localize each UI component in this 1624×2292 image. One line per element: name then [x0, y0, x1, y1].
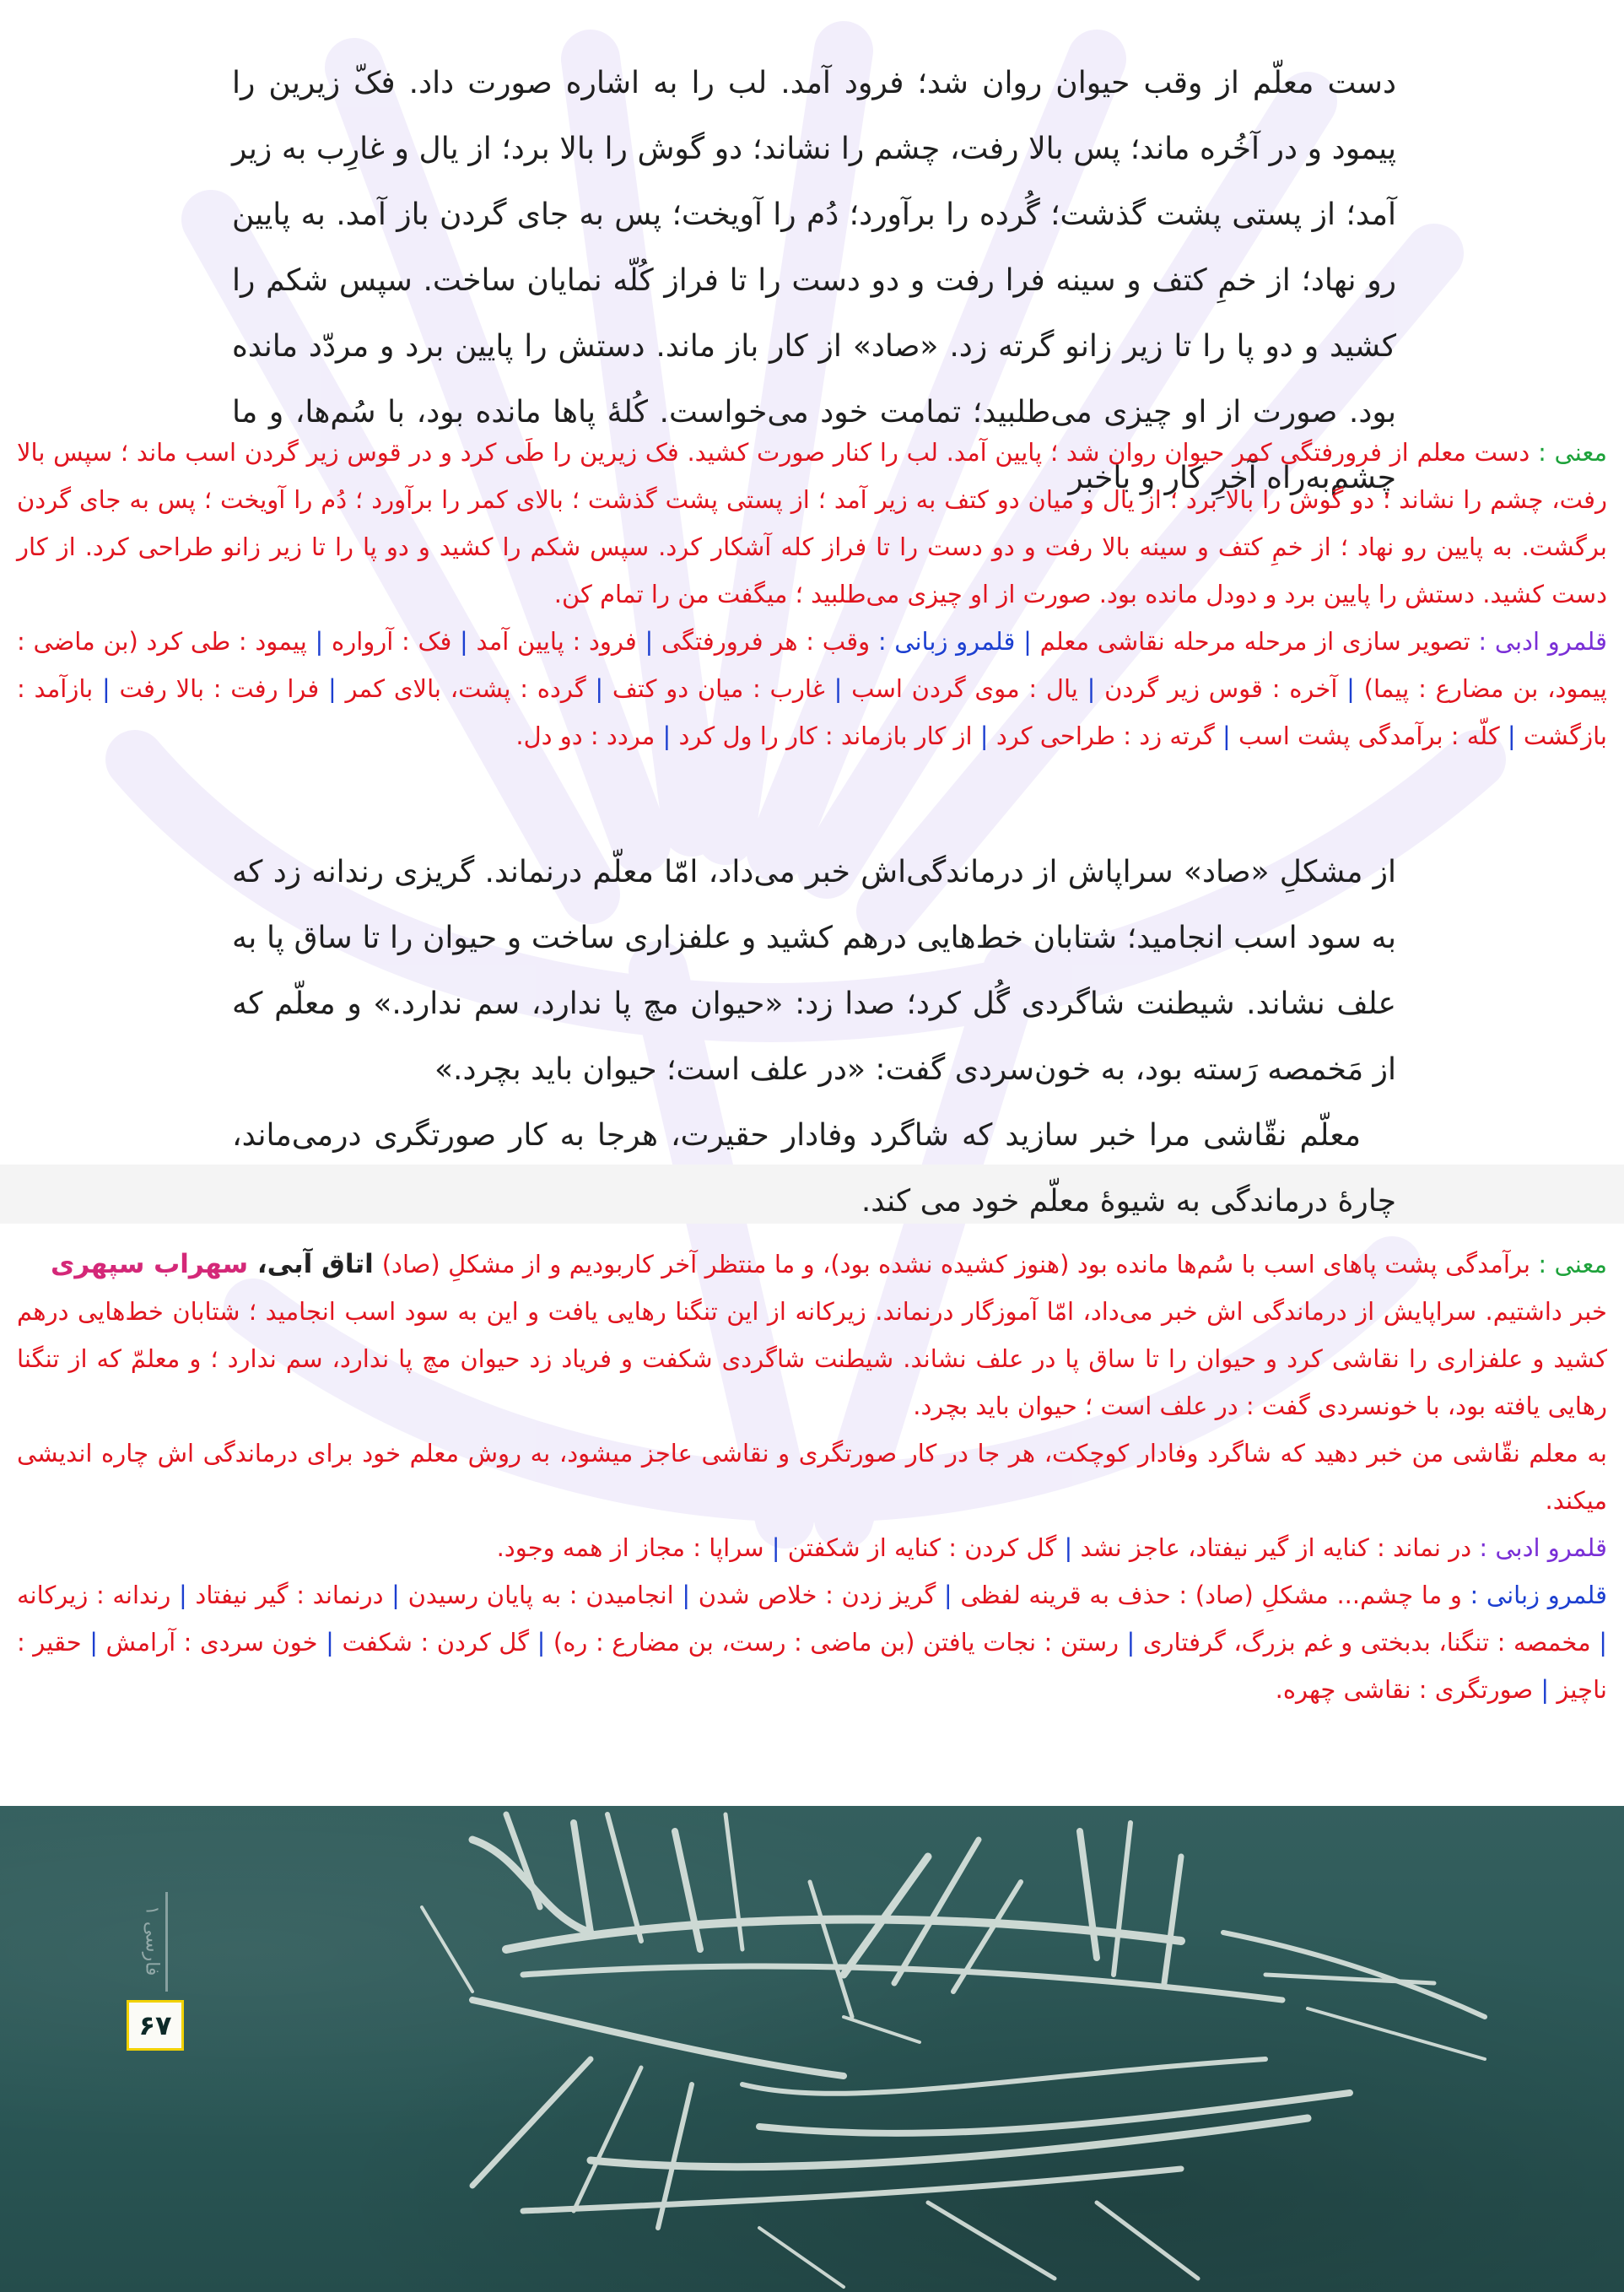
- main-paragraph-3: معلّم نقّاشی مرا خبر سازید که شاگرد وفادار حقیرت، هرجا به کار صورتگری درمی‌ماند، چارهٔ درماندگی به شیوهٔ معلّم خود می کند.: [232, 1118, 1396, 1219]
- separator: |: [317, 1628, 343, 1657]
- literary-lang-line: قلمرو ادبی : تصویر سازی از مرحله مرحله نقاشی معلم | قلمرو زبانی : وقب : هر فرورفتگی | فرود : پایین آمد | فک : آرواره | پیمود : طی کرد (بن ماضی : پیمود، بن مضارع : پیما) | آخره : قوس زیر گردن | یال : موی گردن اسب | غارب : میان دو کتف | گرده : پشت، بالای کمر | فرا رفت : بالا رفت | بازآمد : بازگشت | کلّه : برآمدگی پشت اسب | گرته زد : طراحی کرد | از کار بازماند : کار را ول کرد | مردد : دو دل.: [17, 627, 1607, 750]
- lang-line: [17, 1571, 1607, 1713]
- page-number: ۶۷: [127, 2000, 184, 2051]
- main-text-part-2: [232, 840, 1396, 1235]
- literary-line: [17, 1524, 1607, 1571]
- glossary-item: در نماند : کنایه از گیر نیفتاد، عاجز نشد: [1080, 1533, 1472, 1562]
- glossary-item: گریز زدن : خلاص شدن: [698, 1581, 936, 1609]
- meaning-text: برآمدگی پشت پاهای اسب با سُم‌ها مانده بود (هنوز کشیده نشده بود)، و ما منتظر آخر کاربودیم و از مشکلِ (صاد) خبر داشتیم. سراپایش از درماندگی اش خبر می‌داد، امّا آموزگار درنماند. زیرکانه از این تنگنا رهایی یافت و این به سود اسب انجامید ؛ شتابان خط‌هایی درهم کشید و علفزاری را نقاشی کرد و حیوان را تا ساق پا در علف نشاند. شیطنت شاگردی شکفت و فریاد زد حیوان مچ پا ندارد، سم ندارد ؛ و معلمّ که از تنگنا رهایی یافته بود، با خونسردی گفت : در علف است ؛ حیوان باید بچرد.: [17, 1250, 1607, 1420]
- book-label: فارسی ۱: [141, 1905, 163, 1976]
- separator: |: [636, 627, 661, 656]
- glossary-item: پیمود : طی کرد (بن ماضی : پیمود، بن مضارع : پیما): [17, 627, 1607, 703]
- glossary-item: فرود : پایین آمد: [476, 627, 637, 656]
- glossary-item: کلّه : برآمدگی پشت اسب: [1238, 722, 1500, 750]
- glossary-item: از کار بازماند : کار را ول کرد: [678, 722, 973, 750]
- separator: |: [655, 722, 679, 750]
- glossary-item: رستن : نجات یافتن (بن ماضی : رست، بن مضارع : ره): [553, 1628, 1119, 1657]
- glossary-item: گرته زد : طراحی کرد: [995, 722, 1215, 750]
- main-paragraph-2: از مشکلِ «صاد» سراپاش از درماندگی‌اش خبر می‌داد، امّا معلّم درنماند. گریزی رندانه زد که به سود اسب انجامید؛ شتابان خط‌هایی درهم کشید و علفزاری ساخت و حیوان را تا ساق پا به علف نشاند. شیطنت شاگردی گُل کرد؛ صدا زد: «حیوان مچ پا ندارد، سم ندارد.» و معلّم که از مَخمصه رَسته بود، به خون‌سردی گفت: «در علف است؛ حیوان باید بچرد.»: [232, 855, 1396, 1087]
- lang-label: قلمرو زبانی :: [877, 627, 1016, 656]
- glossary-item: گرده : پشت، بالای کمر: [345, 674, 586, 703]
- book-label-divider: [165, 1892, 168, 1992]
- meaning-text: دست معلم از فرورفتگی کمر حیوان روان شد ؛ پایین آمد. لب را کنار صورت کشید. فک زیرین را طَی کرد و در قوس زیر گردن اسب ماند ؛ سپس بالا رفت، چشم را نشاند ؛ دو گوش را بالا برد ؛ از یال و میان دو کتف به زیر آمد ؛ از پستی پشت گذشت ؛ بالای کمر را برآورد ؛ دُم را آویخت ؛ پس به جای گردن برگشت. به پایین رو نهاد ؛ از خمِ کتف و سینه بالا رفت و دو دست را تا فراز کله آشکار کرد. سپس شکم را کشید و دو پا را تا زیر زانو طراحی کرد. از کار دست کشید. دستش را پایین برد و دودل مانده بود. صورت از او چیزی می‌طلبید ؛ میگفت من را تمام کن.: [17, 438, 1607, 608]
- separator: |: [1337, 674, 1364, 703]
- literary-text: تصویر سازی از مرحله مرحله نقاشی معلم: [1039, 627, 1470, 656]
- separator: |: [1119, 1628, 1143, 1657]
- glossary-item: فک : آرواره: [332, 627, 452, 656]
- glossary-item: آخره : قوس زیر گردن: [1104, 674, 1338, 703]
- glossary-item: غارب : میان دو کتف: [612, 674, 825, 703]
- lang-label: قلمرو زبانی :: [1470, 1581, 1607, 1609]
- glossary-item: سراپا : مجاز از همه وجود.: [496, 1533, 764, 1562]
- glossary-item: مخمصه : تنگنا، بدبختی و غم بزرگ، گرفتاری: [1142, 1628, 1591, 1657]
- glossary-item: و ما چشم... مشکلِ (صاد) : حذف به قرینه لفظی: [960, 1581, 1462, 1609]
- separator: |: [673, 1581, 699, 1609]
- separator: |: [585, 674, 612, 703]
- glossary-item: یال : موی گردن اسب: [851, 674, 1078, 703]
- literary-items: [497, 1533, 1472, 1562]
- separator: |: [1499, 722, 1524, 750]
- literary-label: قلمرو ادبی :: [1478, 627, 1607, 656]
- glossary-item: گل کردن : شکفت: [342, 1628, 530, 1657]
- separator: |: [1077, 674, 1105, 703]
- separator: |: [972, 722, 996, 750]
- separator: |: [170, 1581, 196, 1609]
- separator: |: [1533, 1675, 1557, 1704]
- separator: |: [529, 1628, 553, 1657]
- meaning-line-2: به معلم نقّاشی من خبر دهید که شاگرد وفادار کوچکت، هر جا در کار صورتگری و نقاشی عاجز میشود، به روش معلم خود برای درماندگی اش چاره اندیشی میکند.: [17, 1439, 1607, 1515]
- main-paragraph-1: دست معلّم از وقب حیوان روان شد؛ فرود آمد. لب را به اشاره صورت داد. فکّ زیرین را پیمود و در آخُره ماند؛ پس بالا رفت، چشم را نشاند؛ دو گوش را بالا برد؛ از یال و غارِب به زیر آمد؛ از پستی پشت گذشت؛ گُرده را برآورد؛ دُم را آویخت؛ پس به جای گردن باز آمد. به پایین رو نهاد؛ از خمِ کتف و سینه فرا رفت و دو دست را تا فراز کُلّه نمایان ساخت. سپس شکم را کشید و دو پا را تا زیر زانو گرته زد. «صاد» از کار باز ماند. دستش را پایین برد و مردّد مانده بود. صورت از او چیزی می‌طلبید؛ تمامت خود می‌خواست. کُلهٔ پاها مانده بود، با سُم‌ها، و ما چشم‌به‌راه آخرِ کار و باخبر: [232, 66, 1396, 495]
- separator: |: [1590, 1628, 1607, 1657]
- glossary-item: فرا رفت : بالا رفت: [119, 674, 320, 703]
- glossary-item: صورتگری : نقاشی چهره.: [1275, 1675, 1534, 1704]
- separator: |: [319, 674, 346, 703]
- separator: |: [383, 1581, 408, 1609]
- glossary-item: رندانه : زیرکانه: [17, 1581, 171, 1609]
- chalk-horse-sketch: [0, 1806, 1624, 2292]
- glossary-item: حقیر : ناچیز: [17, 1628, 1607, 1704]
- explanation-box-2: [17, 1241, 1607, 1713]
- meaning-label: معنی :: [1538, 1250, 1607, 1278]
- separator: |: [451, 627, 477, 656]
- separator: |: [306, 627, 332, 656]
- source-author: سهراب سپهری: [51, 1249, 249, 1279]
- separator: |: [1056, 1533, 1081, 1562]
- meaning-label: معنی :: [1538, 438, 1608, 467]
- separator: |: [824, 674, 852, 703]
- meaning-line: [17, 1241, 1607, 1430]
- separator: |: [81, 1628, 106, 1657]
- source-book: اتاق آبی،: [256, 1249, 374, 1279]
- separator: |: [763, 1533, 788, 1562]
- lang-items: [17, 1581, 1607, 1704]
- separator: |: [936, 1581, 961, 1609]
- glossary-item: درنماند : گیر نیفتاد: [195, 1581, 384, 1609]
- glossary-item: خون سردی : آرامش: [105, 1628, 318, 1657]
- source-credit: [51, 1241, 374, 1288]
- footer-chalk-illustration: [0, 1806, 1624, 2292]
- separator: |: [1214, 722, 1238, 750]
- separator: |: [93, 674, 120, 703]
- literary-label: قلمرو ادبی :: [1479, 1533, 1607, 1562]
- glossary-item: مردد : دو دل.: [515, 722, 656, 750]
- explanation-box-1: [17, 429, 1607, 759]
- meaning-line: [17, 429, 1607, 618]
- glossary-item: وقب : هر فرورفتگی: [661, 627, 871, 656]
- glossary-item: گل کردن : کنایه از شکفتن: [787, 1533, 1057, 1562]
- glossary-item: انجامیدن : به پایان رسیدن: [407, 1581, 674, 1609]
- glossary-item: بازآمد : بازگشت: [17, 674, 1607, 750]
